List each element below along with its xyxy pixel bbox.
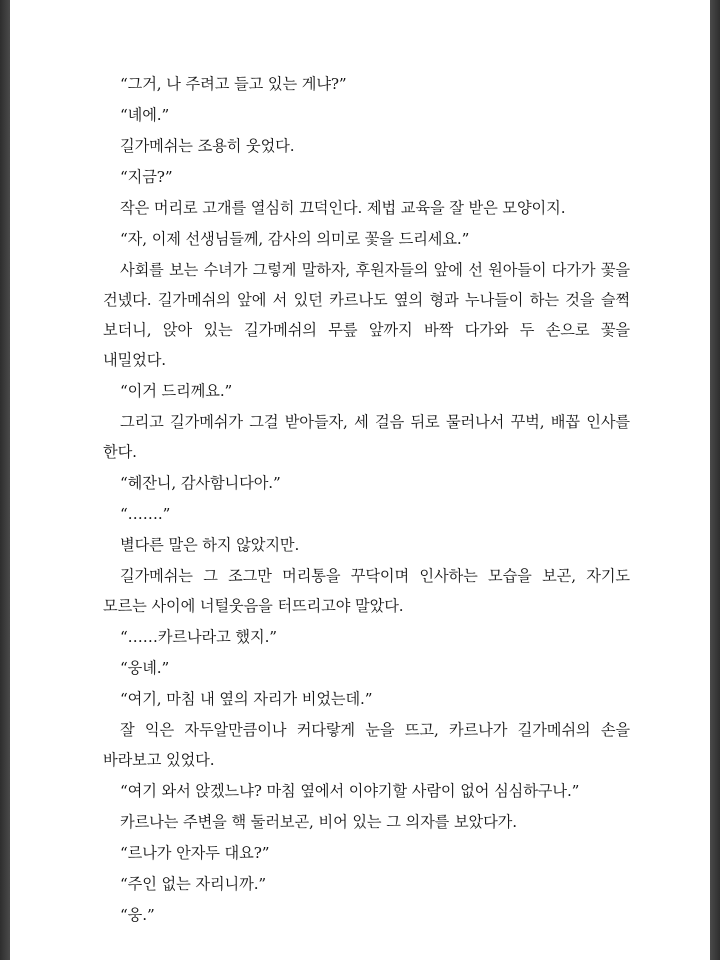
paragraph: “헤잔니, 감사함니다아.” <box>120 474 281 492</box>
paragraph: “녜에.” <box>120 106 170 124</box>
paragraph: “이거 드리께요.” <box>120 382 233 400</box>
paragraph: 사회를 보는 수녀가 그렇게 말하자, 후원자들의 앞에 선 원아들이 다가가 꽃을 건넸다. 길가메쉬의 앞에 서 있던 카르나도 옆의 형과 누나들이 하는 것을 슬쩍 보더니, 앉아 있는 길가메쉬의 무릎 앞까지 바짝 다가와 두 손으로 꽃을 내밀었다. <box>103 261 630 369</box>
paragraph: 길가메쉬는 그 조그만 머리통을 꾸닥이며 인사하는 모습을 보곤, 자기도 모르는 사이에 너털웃음을 터뜨리고야 말았다. <box>103 567 630 615</box>
paragraph: “웅녜.” <box>120 659 170 677</box>
paragraph: “지금?” <box>120 168 173 186</box>
paragraph: 길가메쉬는 조용히 웃었다. <box>120 137 295 155</box>
page-text <box>103 69 630 931</box>
page-edge-right <box>710 0 720 960</box>
paragraph: 잘 익은 자두알만큼이나 커다랗게 눈을 뜨고, 카르나가 길가메쉬의 손을 바라보고 있었다. <box>103 721 630 769</box>
paragraph: “……카르나라고 했지.” <box>120 628 277 646</box>
paragraph: “그거, 나 주려고 들고 있는 게냐?” <box>120 75 347 93</box>
paragraph: 작은 머리로 고개를 열심히 끄덕인다. 제법 교육을 잘 받은 모양이지. <box>120 199 566 217</box>
paragraph: 별다른 말은 하지 않았지만. <box>120 536 300 554</box>
book-page <box>10 0 710 960</box>
paragraph: “여기, 마침 내 옆의 자리가 비었는데.” <box>120 690 373 708</box>
page-edge-left <box>0 0 10 960</box>
paragraph: “자, 이제 선생님들께, 감사의 의미로 꽃을 드리세요.” <box>120 230 470 248</box>
paragraph: “주인 없는 자리니까.” <box>120 875 267 893</box>
paragraph: “여기 와서 앉겠느냐? 마침 옆에서 이야기할 사람이 없어 심심하구나.” <box>120 782 580 800</box>
paragraph: 그리고 길가메쉬가 그걸 받아들자, 세 걸음 뒤로 물러나서 꾸벅, 배꼽 인사를 한다. <box>103 413 630 461</box>
paragraph: “…….” <box>120 505 171 523</box>
paragraph: 카르나는 주변을 핵 둘러보곤, 비어 있는 그 의자를 보았다가. <box>120 813 517 831</box>
paragraph: “웅.” <box>120 906 155 924</box>
paragraph: “르나가 안자두 대요?” <box>120 844 270 862</box>
